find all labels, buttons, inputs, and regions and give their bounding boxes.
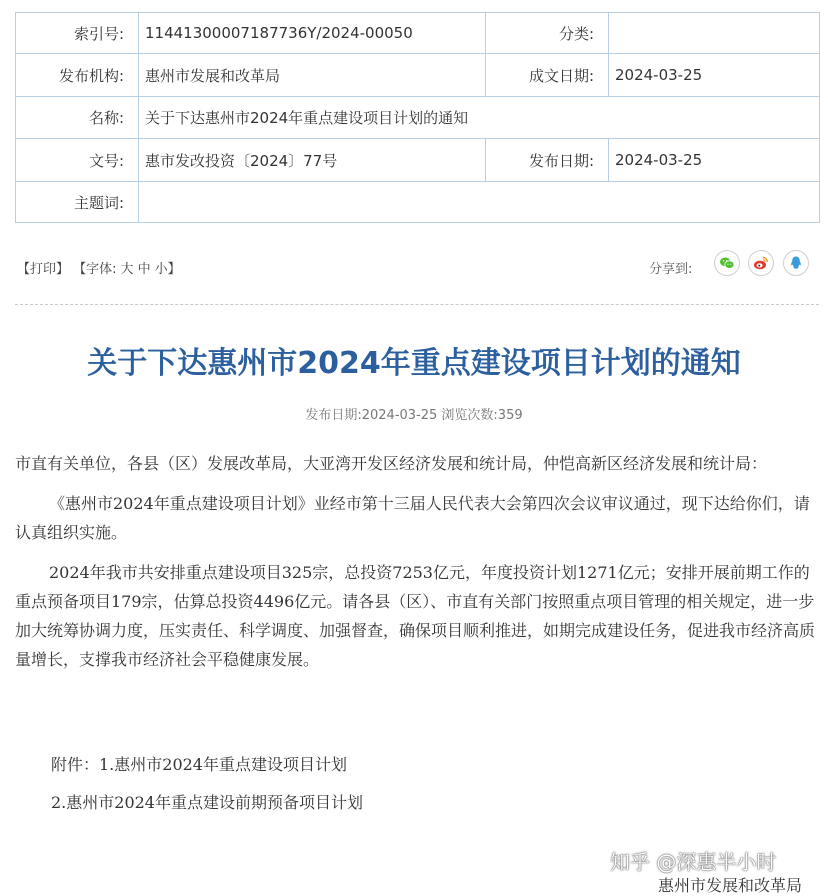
font-size-prefix: 【字体: <box>73 262 117 277</box>
published-date-value: 2024-03-25 <box>609 139 820 182</box>
wechat-icon <box>719 255 735 271</box>
divider <box>15 304 819 305</box>
meta-row <box>16 13 820 54</box>
body-paragraph: 《惠州市2024年重点建设项目计划》业经市第十三届人民代表大会第四次会议审议通过，现下达给你们，请认真组织实施。 <box>15 494 810 542</box>
print-button[interactable]: 【打印】 <box>17 262 70 277</box>
weibo-icon <box>753 255 769 271</box>
share-weibo-button[interactable] <box>748 250 774 276</box>
share-qq-button[interactable] <box>783 250 809 276</box>
toolbar-left <box>17 258 181 277</box>
share-wechat-button[interactable] <box>714 250 740 276</box>
article-body <box>15 449 820 685</box>
docno-value: 惠市发改投资〔2024〕77号 <box>139 139 486 182</box>
article-toolbar <box>17 256 813 278</box>
keywords-label: 主题词: <box>16 182 139 223</box>
category-label: 分类: <box>486 13 609 54</box>
docno-label: 文号: <box>16 139 139 182</box>
font-medium-button[interactable]: 中 <box>137 262 151 277</box>
body-paragraph: 2024年我市共安排重点建设项目325宗，总投资7253亿元，年度投资计划1271亿元；安排开展前期工作的重点预备项目179宗，估算总投资4496亿元。请各县（区）、市直有关部门按照重点项目管理的相关规定，进一步加大统筹协调力度，压实责任、科学调度、加强督查，确保项目顺利推进，如期完成建设任务，促进我市经济高质量增长，支撑我市经济社会平稳健康发展。 <box>15 563 816 669</box>
publisher-value: 惠州市发展和改革局 <box>139 54 486 97</box>
created-date-label: 成文日期: <box>486 54 609 97</box>
article-title: 关于下达惠州市2024年重点建设项目计划的通知 <box>87 346 741 381</box>
index-value: 11441300007187736Y/2024-00050 <box>139 13 486 54</box>
font-small-button[interactable]: 小 <box>154 262 168 277</box>
meta-row <box>16 182 820 223</box>
font-large-button[interactable]: 大 <box>120 262 134 277</box>
attachment-link-1[interactable]: 附件：1.惠州市2024年重点建设项目计划 <box>51 755 347 774</box>
meta-row <box>16 139 820 182</box>
publisher-label: 发布机构: <box>16 54 139 97</box>
article-pubinfo: 发布日期:2024-03-25 浏览次数:359 <box>305 408 523 423</box>
watermark: 知乎 @深惠半小时 <box>610 850 777 874</box>
category-value <box>609 13 820 54</box>
font-size-suffix: 】 <box>167 262 181 277</box>
name-label: 名称: <box>16 97 139 139</box>
document-meta-table <box>15 12 820 223</box>
share-label: 分享到: <box>649 262 693 277</box>
attachment-link-2[interactable]: 2.惠州市2024年重点建设前期预备项目计划 <box>51 793 363 812</box>
created-date-value: 2024-03-25 <box>609 54 820 97</box>
index-label: 索引号: <box>16 13 139 54</box>
meta-row <box>16 54 820 97</box>
qq-icon <box>788 255 804 271</box>
salutation-paragraph: 市直有关单位，各县（区）发展改革局，大亚湾开发区经济发展和统计局，仲恺高新区经济发展和统计局： <box>15 454 768 473</box>
meta-row <box>16 97 820 139</box>
name-value: 关于下达惠州市2024年重点建设项目计划的通知 <box>139 97 820 139</box>
keywords-value <box>139 182 820 223</box>
published-date-label: 发布日期: <box>486 139 609 182</box>
footer-organization: 惠州市发展和改革局 <box>658 876 803 895</box>
